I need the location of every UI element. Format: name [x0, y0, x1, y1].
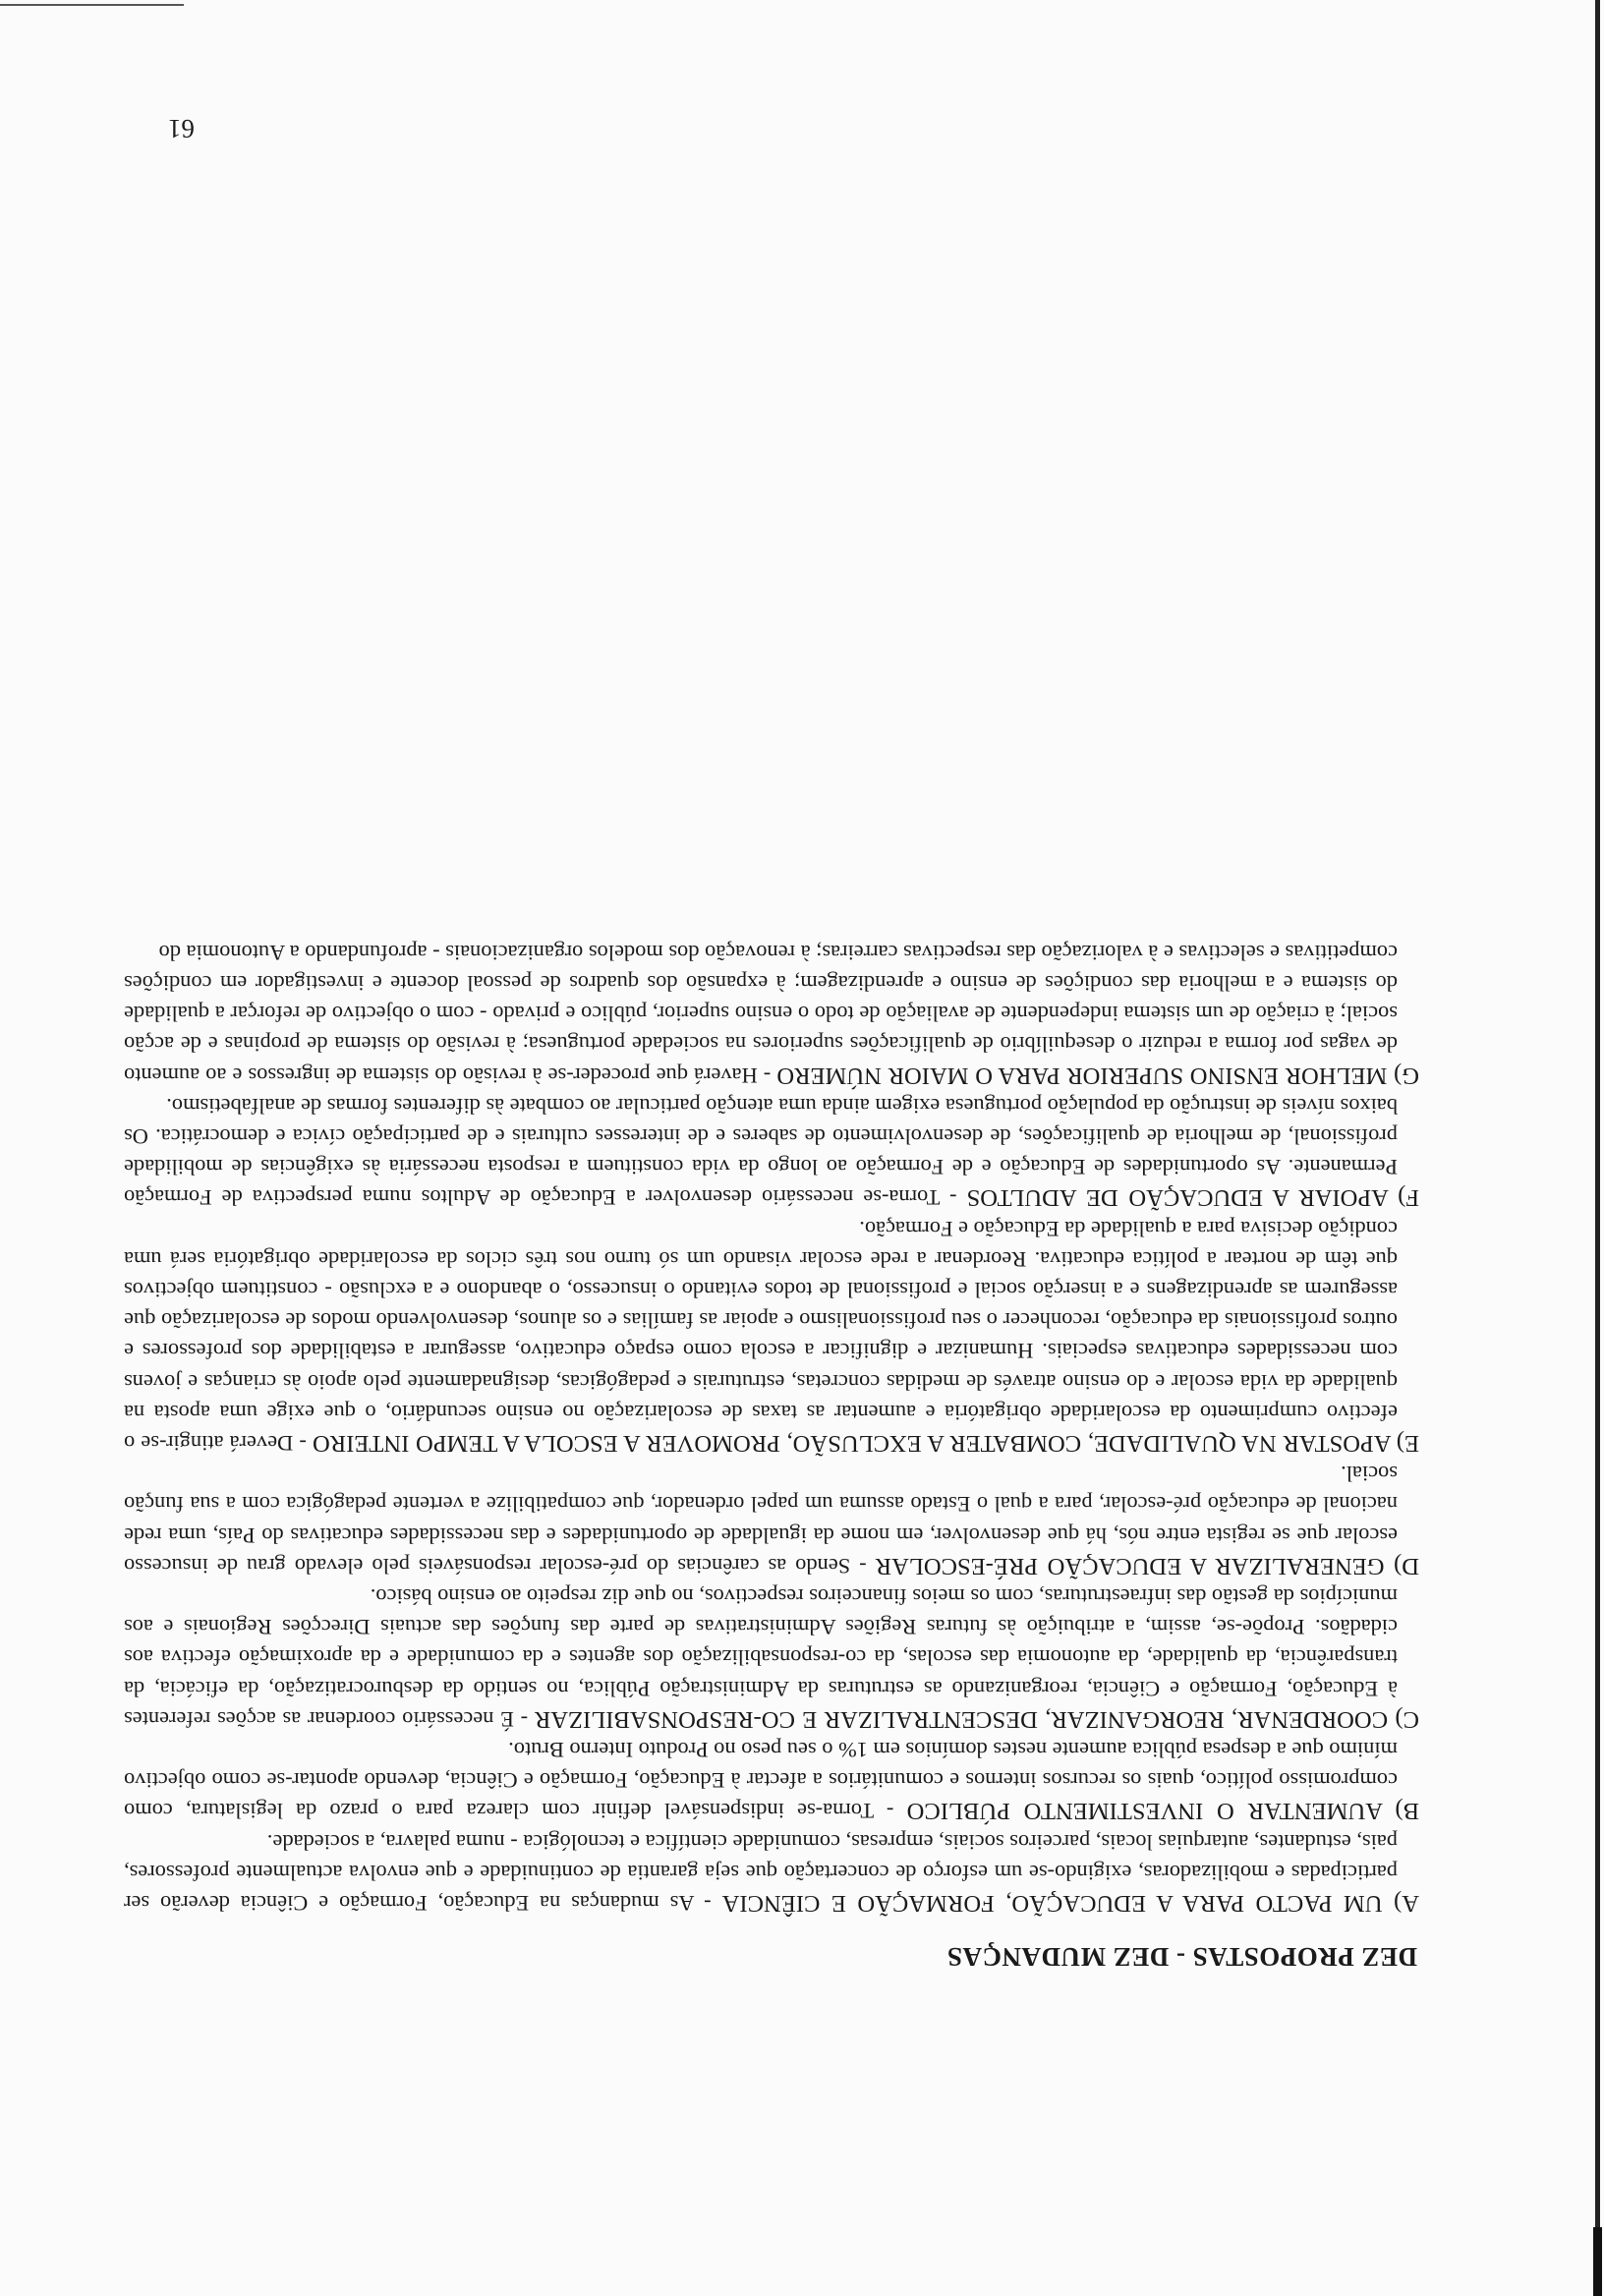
proposal-c-heading: C) COORDENAR, REORGANIZAR, DESCENTRALIZAR E CO-RESPONSABILIZAR	[534, 1705, 1419, 1733]
proposal-a-heading: A) UM PACTO PARA A EDUCAÇÃO, FORMAÇÃO E CIÊNCIA	[721, 1890, 1419, 1917]
document-title: DEZ PROPOSTAS - DEZ MUDANÇAS	[946, 1942, 1417, 1972]
proposal-g	[124, 938, 1419, 1091]
proposal-g-heading: G) MELHOR ENSINO SUPERIOR PARA O MAIOR NÚMERO	[776, 1062, 1419, 1089]
proposal-f-heading: F) APOIAR A EDUCAÇÃO DE ADULTOS	[966, 1184, 1419, 1212]
proposal-g-text: - Haverá que proceder-se à revisão do sistema de ingressos e ao aumento de vagas por forma a reduzir o desequilíbrio de qualificações superiores na sociedade portuguesa; à revisão do sistema de propinas e de acção social; à criação de um sistema independente de avaliação de todo o ensino superior, público e privado - com o objectivo de reforçar a qualidade do sistema e a melhoria das condições de ensino e aprendizagem; à expansão dos quadros de pessoal docente e investigador em condições competitivas e selectivas e à valorização das respectivas carreiras; à renovação dos modelos organizacionais - aprofundando a Autonomia do	[124, 940, 1398, 1088]
proposal-b-heading: B) AUMENTAR O INVESTIMENTO PÚBLICO	[906, 1798, 1419, 1825]
proposal-e	[124, 1213, 1419, 1459]
proposal-e-heading: E) APOSTAR NA QUALIDADE, COMBATER A EXCLUSÃO, PROMOVER A ESCOLA A TEMPO INTEIRO	[312, 1429, 1419, 1457]
proposal-a-text: - As mudanças na Educação, Formação e Ciência deverão ser participadas e mobilizadoras, exigindo-se um esforço de concertação que seja garantia de continuidade e que envolva actualmente professores, pais, estudantes, autarquias locais, parceiros sociais, empresas, comunidade científica e tecnológica - numa palavra, a sociedade.	[124, 1829, 1398, 1916]
proposal-f-text: - Torna-se necessário desenvolver a Educação de Adultos numa perspectiva de Formação Permanente. As oportunidades de Educação e de Formação ao longo da vida constituem a resposta necessária às exigências de mobilidade profissional, de melhoria de qualificações, de desenvolvimento de saberes e de interesses culturais e de participação cívica e democrática. Os baixos níveis de instrução da população portuguesa exigem ainda uma atenção particular ao combate às diferentes formas de analfabetismo.	[124, 1093, 1398, 1211]
scan-edge-mark	[0, 4, 184, 6]
proposal-b	[124, 1735, 1419, 1827]
proposal-d-text: - Sendo as carências do pré-escolar responsáveis pelo elevado grau de insucesso escolar que se regista entre nós, há que desenvolver, em nome da igualdade de oportunidades e das necessidades educativas do País, uma rede nacional de educação pré-escolar, para a qual o Estado assuma um papel ordenador, que compatibilize a vertente pedagógica com a sua função social.	[124, 1462, 1398, 1578]
proposal-d-heading: D) GENERALIZAR A EDUCAÇÃO PRÉ-ESCOLAR	[875, 1552, 1419, 1579]
proposals-list	[124, 938, 1419, 1920]
binding-edge	[1580, 0, 1600, 2296]
proposal-d	[124, 1459, 1419, 1581]
proposal-c	[124, 1581, 1419, 1735]
proposal-e-text: - Deverá atingir-se o efectivo cumprimento da escolaridade obrigatória e aumentar as taxas de escolarização no ensino secundário, o que exige uma aposta na qualidade da vida escolar e do ensino através de medidas concretas, estruturais e pedagógicas, designadamente pelo apoio às crianças e jovens com necessidades educativas especiais. Humanizar e dignificar a escola como espaço educativo, assegurar a estabilidade dos professores e outros profissionais da educação, reconhecer o seu profissionalismo e apoiar as famílias e os alunos, desenvolvendo modos de escolarização que assegurem as aprendizagens e a inserção social e profissional de todos evitando o insucesso, o abandono e a exclusão - constituem objectivos que têm de nortear a política educativa. Reordenar a rede escolar visando um só turno nos três ciclos da escolaridade obrigatória será uma condição decisiva para a qualidade da Educação e Formação.	[124, 1216, 1398, 1456]
proposal-b-text: - Torna-se indispensável definir com clareza para o prazo da legislatura, como compromisso político, quais os recursos internos e comunitários a afectar à Educação, Formação e Ciência, devendo apontar-se como objectivo mínimo que a despesa pública aumente nestes domínios em 1% o seu peso no Produto Interno Bruto.	[124, 1737, 1398, 1824]
proposal-f	[124, 1091, 1419, 1214]
proposal-c-text: - É necessário coordenar as acções referentes à Educação, Formação e Ciência, reorganizando as estruturas da Administração Pública, no sentido da desburocratização, da eficácia, da transparência, da qualidade, da autonomia das escolas, da co-responsabilização dos agentes e da comunidade e da aproximação efectiva aos cidadãos. Propõe-se, assim, a atribuição às futuras Regiões Administrativas de parte das funções das actuais Direcções Regionais e aos municípios da gestão das infraestruturas, com os meios financeiros respectivos, no que diz respeito ao ensino básico.	[124, 1583, 1398, 1732]
proposal-a	[124, 1826, 1419, 1919]
page-number: 61	[168, 114, 195, 144]
